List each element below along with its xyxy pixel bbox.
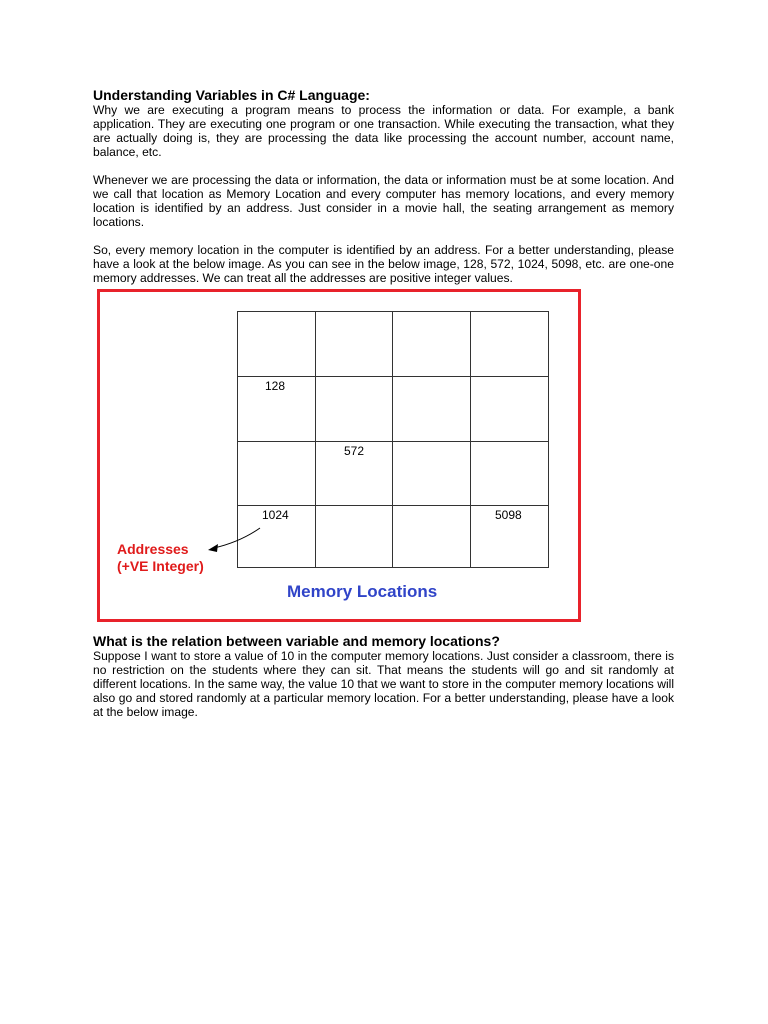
section-variable-memory-relation — [93, 633, 674, 719]
section-heading: What is the relation between variable and memory locations? — [93, 633, 500, 649]
addresses-label — [117, 541, 247, 575]
address-5098: 5098 — [495, 508, 522, 522]
addresses-label-line2: (+VE Integer) — [117, 558, 204, 574]
paragraph: Why we are executing a program means to process the information or data. For example, a bank application. They are executing one program or one transaction. While executing the transaction, what they are actually doing is, they are processing the data like processing the account number, account name, balance, etc. — [93, 103, 674, 159]
paragraph: Whenever we are processing the data or information, the data or information must be at some location. And we call that location as Memory Location and every computer has memory locations, and every memory location is identified by an address. Just consider in a movie hall, the seating arrangement as memory locations. — [93, 173, 674, 229]
address-1024: 1024 — [262, 508, 289, 522]
section-understanding-variables — [93, 87, 674, 285]
memory-locations-title: Memory Locations — [287, 582, 438, 601]
paragraph: So, every memory location in the computer is identified by an address. For a better understanding, please have a look at the below image. As you can see in the below image, 128, 572, 1024, 5098, etc. are one-one memory addresses. We can treat all the addresses are positive integer values. — [93, 243, 674, 285]
paragraph: Suppose I want to store a value of 10 in the computer memory locations. Just consider a classroom, there is no restriction on the students where they can sit. That means the students will go and sit randomly at different locations. In the same way, the value 10 that we want to store in the computer memory locations will also go and stored randomly at a particular memory location. For a better understanding, please have a look at the below image. — [93, 649, 675, 719]
address-572: 572 — [344, 444, 365, 458]
address-128: 128 — [265, 379, 286, 393]
section-heading: Understanding Variables in C# Language: — [93, 87, 370, 103]
memory-locations-figure — [97, 289, 581, 622]
addresses-label-line1: Addresses — [117, 541, 189, 557]
